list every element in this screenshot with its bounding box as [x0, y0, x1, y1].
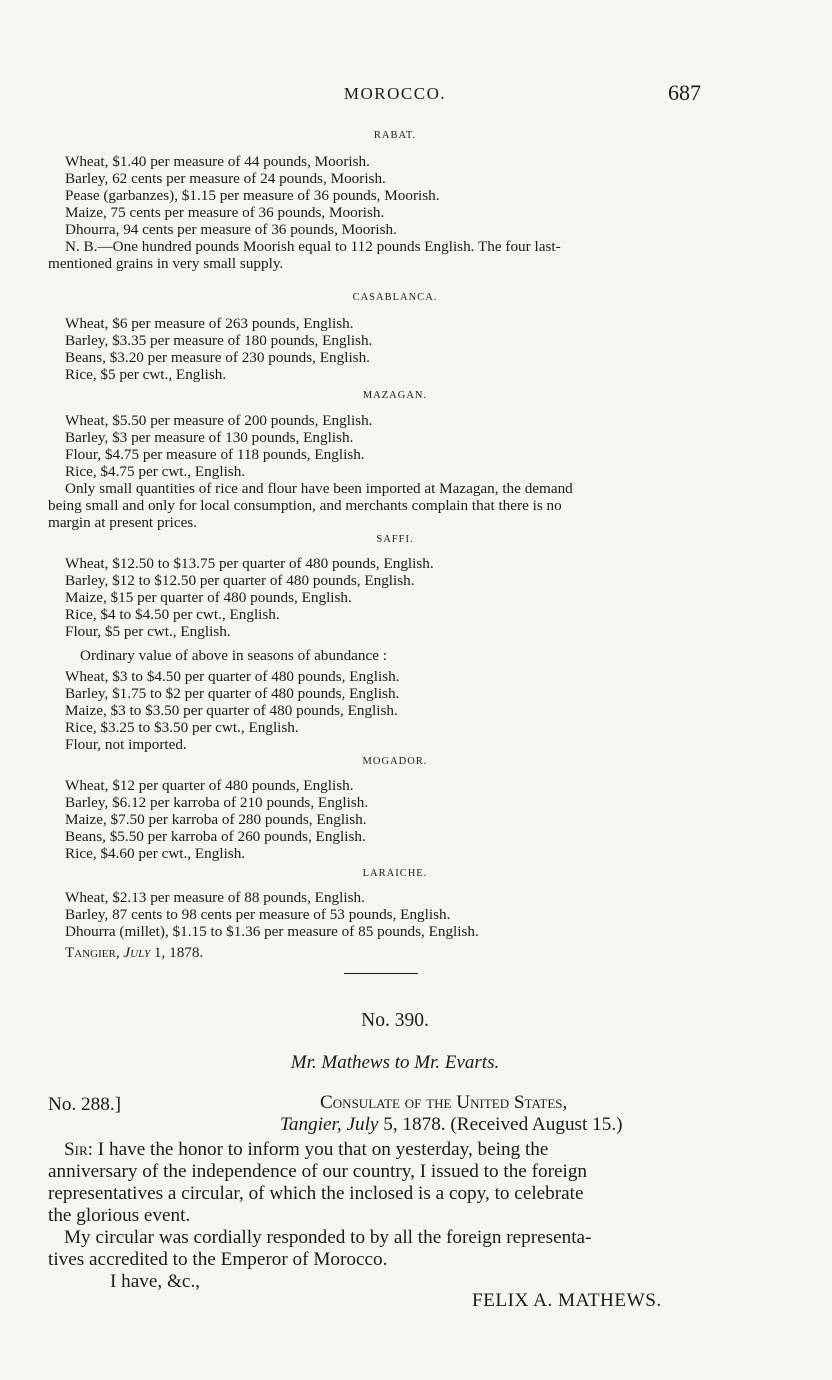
price-line: Barley, $12 to $12.50 per quarter of 480 pounds, English.: [65, 572, 415, 589]
price-line: Flour, not imported.: [65, 736, 187, 753]
section-divider: [344, 973, 418, 974]
price-line: Barley, 87 cents to 98 cents per measure of 53 pounds, English.: [65, 906, 451, 923]
note-line: being small and only for local consumption, and merchants complain that there is no: [48, 497, 562, 514]
price-line: Barley, $1.75 to $2 per quarter of 480 pounds, English.: [65, 685, 400, 702]
consulate-heading: Consulate of the United States,: [320, 1092, 568, 1113]
letter-place-date-italic: Tangier, July: [280, 1114, 379, 1135]
dateline-place: Tangier,: [65, 944, 120, 961]
price-line: Barley, $3.35 per measure of 180 pounds, English.: [65, 332, 373, 349]
price-line: Barley, 62 cents per measure of 24 pounds, Moorish.: [65, 170, 386, 187]
running-header: [0, 80, 832, 110]
body-line: anniversary of the independence of our country, I issued to the foreign: [48, 1161, 588, 1182]
body-line: the glorious event.: [48, 1205, 191, 1226]
section-heading-casablanca: CASABLANCA.: [352, 292, 438, 303]
letter-ref-number: No. 288.]: [48, 1094, 122, 1115]
price-line: Rice, $4.75 per cwt., English.: [65, 463, 246, 480]
section-heading-mazagan: MAZAGAN.: [362, 390, 428, 401]
price-line: Rice, $4 to $4.50 per cwt., English.: [65, 606, 280, 623]
letter-place-date-rest: 5, 1878. (Received August 15.): [378, 1114, 623, 1135]
price-line: Rice, $4.60 per cwt., English.: [65, 845, 246, 862]
price-line: Beans, $3.20 per measure of 230 pounds, English.: [65, 349, 370, 366]
price-line: Wheat, $1.40 per measure of 44 pounds, Moorish.: [65, 153, 370, 170]
price-line: Wheat, $12.50 to $13.75 per quarter of 480 pounds, English.: [65, 555, 434, 572]
price-line: Dhourra (millet), $1.15 to $1.36 per measure of 85 pounds, English.: [65, 923, 479, 940]
section-heading-rabat: RABAT.: [373, 130, 417, 141]
dateline-rest: 1, 1878.: [150, 944, 204, 961]
signature: FELIX A. MATHEWS.: [472, 1290, 662, 1311]
price-line: Rice, $3.25 to $3.50 per cwt., English.: [65, 719, 299, 736]
price-line: Wheat, $5.50 per measure of 200 pounds, English.: [65, 412, 373, 429]
body-line-text: : I have the honor to inform you that on yesterday, being the: [87, 1139, 549, 1160]
body-line: My circular was cordially responded to by all the foreign representa-: [64, 1227, 592, 1248]
price-line: Wheat, $12 per quarter of 480 pounds, English.: [65, 777, 354, 794]
salutation: Sir: [64, 1139, 88, 1160]
price-line: Barley, $6.12 per karroba of 210 pounds, English.: [65, 794, 369, 811]
note-line: Only small quantities of rice and flour have been imported at Mazagan, the demand: [65, 480, 573, 497]
subheading-line: Ordinary value of above in seasons of abundance :: [80, 647, 388, 664]
section-heading-mogador: MOGADOR.: [362, 756, 428, 767]
document-number: No. 390.: [361, 1010, 429, 1031]
price-line: Beans, $5.50 per karroba of 260 pounds, English.: [65, 828, 366, 845]
body-line: representatives a circular, of which the inclosed is a copy, to celebrate: [48, 1183, 584, 1204]
note-line: mentioned grains in very small supply.: [48, 255, 284, 272]
price-line: Dhourra, 94 cents per measure of 36 pounds, Moorish.: [65, 221, 397, 238]
page-number: 687: [668, 80, 701, 105]
dateline: [65, 944, 203, 961]
price-line: Maize, 75 cents per measure of 36 pounds, Moorish.: [65, 204, 385, 221]
note-line: margin at present prices.: [48, 514, 198, 531]
running-title: MOROCCO.: [343, 84, 447, 103]
price-line: Wheat, $2.13 per measure of 88 pounds, English.: [65, 889, 365, 906]
letter-title-text: Mr. Mathews to Mr. Evarts.: [290, 1052, 500, 1073]
closing-line: I have, &c.,: [110, 1271, 201, 1292]
dateline-date: July: [123, 944, 151, 961]
price-line: Pease (garbanzes), $1.15 per measure of 36 pounds, Moorish.: [65, 187, 440, 204]
price-line: Wheat, $3 to $4.50 per quarter of 480 pounds, English.: [65, 668, 400, 685]
price-line: Rice, $5 per cwt., English.: [65, 366, 227, 383]
letter-title: [0, 1052, 790, 1074]
letter-place-date: [280, 1114, 623, 1136]
note-line: N. B.—One hundred pounds Moorish equal to 112 pounds English. The four last-: [65, 238, 561, 255]
section-heading-laraiche: LARAICHE.: [362, 868, 428, 879]
price-line: Maize, $15 per quarter of 480 pounds, English.: [65, 589, 352, 606]
price-line: Wheat, $6 per measure of 263 pounds, English.: [65, 315, 354, 332]
section-heading-saffi: SAFFI.: [376, 534, 414, 545]
body-line: [64, 1139, 548, 1161]
price-line: Flour, $5 per cwt., English.: [65, 623, 231, 640]
body-line: tives accredited to the Emperor of Morocco.: [48, 1249, 388, 1270]
price-line: Flour, $4.75 per measure of 118 pounds, English.: [65, 446, 365, 463]
price-line: Barley, $3 per measure of 130 pounds, English.: [65, 429, 354, 446]
price-line: Maize, $7.50 per karroba of 280 pounds, English.: [65, 811, 367, 828]
price-line: Maize, $3 to $3.50 per quarter of 480 pounds, English.: [65, 702, 398, 719]
